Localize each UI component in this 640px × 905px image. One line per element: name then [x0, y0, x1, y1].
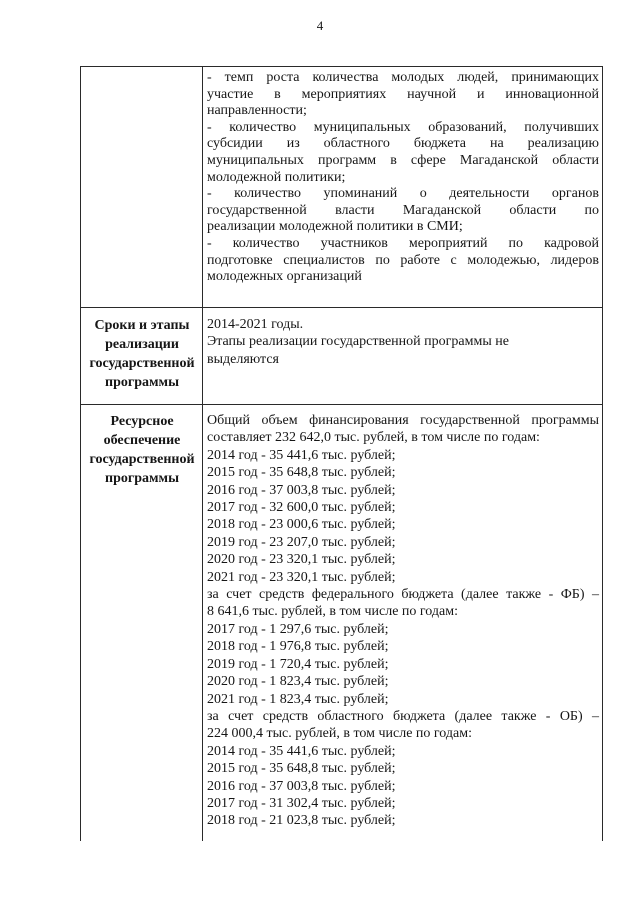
resources-label — [84, 412, 200, 488]
text-line: - количество участников мероприятий по кадровой — [207, 235, 599, 251]
table-column-divider — [202, 66, 203, 841]
label-line: Сроки и этапы — [94, 318, 190, 333]
label-line: реализации — [105, 337, 179, 352]
label-line: обеспечение — [103, 433, 181, 448]
year-line: 2016 год - 37 003,8 тыс. рублей; — [207, 482, 396, 498]
year-line: 2018 год - 23 000,6 тыс. рублей; — [207, 517, 396, 533]
year-line: 2020 год - 1 823,4 тыс. рублей; — [207, 674, 389, 690]
row-divider-2 — [80, 404, 603, 405]
table-top-border — [80, 66, 603, 67]
year-line: 2020 год - 23 320,1 тыс. рублей; — [207, 552, 396, 568]
label-line: программы — [105, 471, 179, 486]
label-line: программы — [105, 375, 179, 390]
text-line: молодежных организаций — [207, 269, 362, 285]
terms-label — [84, 316, 200, 392]
year-line: 2019 год - 1 720,4 тыс. рублей; — [207, 656, 389, 672]
text-line: субсидии из областного бюджета на реализацию — [207, 136, 599, 152]
table-right-border — [602, 66, 603, 841]
year-line: 2018 год - 1 976,8 тыс. рублей; — [207, 639, 389, 655]
year-line: 2018 год - 21 023,8 тыс. рублей; — [207, 813, 396, 829]
text-line: государственной власти Магаданской области по — [207, 202, 599, 218]
text-line: составляет 232 642,0 тыс. рублей, в том числе по годам: — [207, 430, 540, 446]
year-line: 2015 год - 35 648,8 тыс. рублей; — [207, 465, 396, 481]
indicator-item-2 — [207, 120, 599, 186]
row-divider-1 — [80, 307, 603, 308]
year-line: 2014 год - 35 441,6 тыс. рублей; — [207, 743, 396, 759]
text-line: молодежной политики; — [207, 169, 346, 185]
year-line: 2015 год - 35 648,8 тыс. рублей; — [207, 761, 396, 777]
text-line: 8 641,6 тыс. рублей, в том числе по годам: — [207, 604, 458, 620]
label-line: государственной — [89, 356, 195, 371]
text-line: - темп роста количества молодых людей, принимающих — [207, 70, 599, 85]
terms-text — [207, 316, 599, 368]
indicator-item-1 — [207, 70, 599, 120]
year-line: 2021 год - 1 823,4 тыс. рублей; — [207, 691, 389, 707]
text-line: 2014-2021 годы. — [207, 317, 304, 332]
text-line: - количество упоминаний о деятельности органов — [207, 186, 599, 202]
table-left-border — [80, 66, 81, 841]
year-line: 2017 год - 32 600,0 тыс. рублей; — [207, 500, 396, 516]
text-line: участие в мероприятиях научной и инновационной — [207, 86, 599, 102]
year-line: 2016 год - 37 003,8 тыс. рублей; — [207, 778, 396, 794]
text-line: - количество муниципальных образований, получивших — [207, 119, 599, 135]
text-line: Общий объем финансирования государственной программы — [207, 413, 599, 428]
text-line: подготовке специалистов по работе с молодежью, лидеров — [207, 252, 599, 268]
text-line: за счет средств областного бюджета (далее также - ОБ) – — [207, 708, 599, 724]
year-line: 2017 год - 1 297,6 тыс. рублей; — [207, 621, 389, 637]
year-line: 2021 год - 23 320,1 тыс. рублей; — [207, 569, 396, 585]
resources-text — [207, 412, 599, 830]
label-line: государственной — [89, 452, 195, 467]
label-line: Ресурсное — [110, 414, 174, 429]
page-number: 4 — [316, 18, 324, 33]
text-line: реализации молодежной политики в СМИ; — [207, 219, 463, 235]
text-line: Этапы реализации государственной программы не — [207, 334, 509, 350]
year-line: 2017 год - 31 302,4 тыс. рублей; — [207, 795, 396, 811]
year-line: 2019 год - 23 207,0 тыс. рублей; — [207, 534, 396, 550]
indicator-item-4 — [207, 236, 599, 286]
text-line: за счет средств федерального бюджета (далее также - ФБ) – — [207, 587, 599, 603]
indicators-cell — [207, 70, 599, 286]
indicator-item-3 — [207, 186, 599, 236]
text-line: направленности; — [207, 103, 307, 119]
text-line: выделяются — [207, 351, 279, 367]
year-line: 2014 год - 35 441,6 тыс. рублей; — [207, 447, 396, 463]
text-line: муниципальных программ в сфере Магаданской области — [207, 152, 599, 168]
text-line: 224 000,4 тыс. рублей, в том числе по годам: — [207, 726, 472, 742]
